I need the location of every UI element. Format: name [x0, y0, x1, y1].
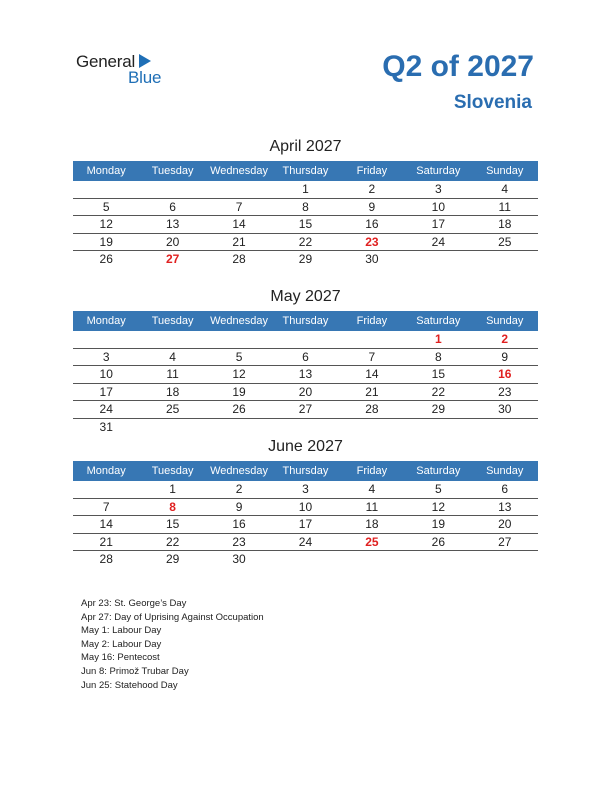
day-cell: [472, 251, 538, 269]
day-cell: 26: [232, 402, 246, 416]
day-cell: 19: [99, 234, 113, 249]
day-cell: 25: [498, 234, 512, 249]
day-cell: 29: [165, 552, 180, 566]
day-cell: 3: [434, 182, 442, 196]
day-cell: 17: [298, 517, 313, 531]
day-cell: 30: [232, 552, 246, 566]
week-row: [73, 534, 538, 552]
day-cell: 22: [165, 534, 180, 549]
day-cell: 31: [99, 419, 113, 434]
day-cell: [73, 331, 139, 348]
day-cell: 14: [99, 517, 113, 531]
day-cell: 29: [298, 252, 313, 266]
day-cell: [405, 251, 471, 269]
day-cell: 19: [232, 384, 246, 399]
day-cell: [405, 419, 471, 437]
day-cell: 6: [501, 482, 509, 496]
holiday-note: Jun 25: Statehood Day: [81, 679, 178, 691]
week-row: [73, 419, 538, 437]
day-cell: 23: [365, 234, 379, 249]
holiday-note: May 1: Labour Day: [81, 625, 162, 637]
month-may: [73, 286, 538, 436]
month-title: April 2027: [269, 138, 342, 155]
week-row: [73, 481, 538, 499]
day-cell: 9: [235, 499, 243, 514]
weekday-label: Sunday: [486, 165, 524, 177]
day-cell: 7: [235, 199, 243, 214]
day-cell: [272, 419, 338, 437]
day-cell: 28: [99, 552, 113, 566]
day-cell: [73, 181, 139, 198]
day-cell: 11: [166, 367, 179, 381]
day-cell: 13: [498, 499, 512, 514]
day-cell: [472, 419, 538, 437]
day-cell: 18: [365, 517, 379, 531]
day-cell: 5: [434, 482, 442, 496]
week-row: [73, 216, 538, 234]
weekday-label: Friday: [356, 315, 388, 327]
day-cell: 3: [302, 482, 309, 496]
day-cell: 30: [365, 252, 379, 266]
week-row: [73, 366, 538, 384]
day-cell: 27: [298, 402, 313, 416]
weekday-label: Saturday: [416, 315, 461, 327]
weekday-label: Tuesday: [151, 165, 194, 177]
day-cell: 15: [431, 367, 445, 381]
day-cell: 9: [368, 199, 376, 214]
week-row: [73, 551, 538, 569]
day-cell: 23: [498, 384, 512, 399]
day-cell: 15: [165, 517, 180, 531]
day-cell: 1: [302, 182, 309, 196]
day-cell: 2: [501, 332, 509, 346]
day-cell: 4: [501, 182, 509, 196]
week-row: [73, 401, 538, 419]
country-name: Slovenia: [453, 92, 532, 113]
day-cell: 17: [99, 384, 113, 399]
day-cell: 18: [498, 217, 512, 231]
day-cell: 16: [498, 367, 512, 381]
logo-general-text: General: [76, 52, 136, 71]
month-title: June 2027: [268, 438, 343, 455]
day-cell: 10: [99, 367, 113, 381]
day-cell: 8: [434, 349, 442, 364]
day-cell: 5: [235, 349, 243, 364]
day-cell: 7: [368, 349, 376, 364]
day-cell: 2: [368, 182, 376, 196]
holiday-note: Jun 8: Primož Trubar Day: [81, 665, 189, 677]
day-cell: [272, 331, 338, 348]
day-cell: 21: [99, 534, 113, 549]
day-cell: 12: [232, 367, 246, 381]
day-cell: 12: [431, 499, 445, 514]
page-title: Q2 of 2027: [382, 50, 534, 83]
day-cell: 27: [498, 534, 512, 549]
day-cell: [206, 419, 272, 437]
weekday-label: Wednesday: [210, 465, 268, 477]
day-cell: 26: [99, 252, 113, 266]
day-cell: [206, 331, 272, 348]
day-cell: 4: [368, 482, 376, 496]
weekday-label: Sunday: [486, 315, 524, 327]
weekday-label: Tuesday: [151, 315, 194, 327]
week-row: [73, 516, 538, 534]
day-cell: 21: [232, 234, 246, 249]
day-cell: 13: [165, 217, 180, 231]
day-cell: 11: [365, 499, 379, 514]
day-cell: 8: [302, 199, 309, 214]
day-cell: [73, 481, 139, 498]
week-row: [73, 499, 538, 517]
weekday-label: Wednesday: [210, 315, 268, 327]
day-cell: 28: [365, 402, 379, 416]
week-row: [73, 251, 538, 269]
weekday-label: Sunday: [486, 465, 524, 477]
day-cell: [472, 551, 538, 569]
weekday-label: Saturday: [416, 465, 461, 477]
weekday-header: [73, 461, 538, 481]
weekday-label: Thursday: [282, 465, 329, 477]
weekday-label: Monday: [86, 465, 126, 477]
day-cell: [405, 551, 471, 569]
day-cell: 21: [365, 384, 379, 399]
weekday-header: [73, 311, 538, 331]
day-cell: 2: [235, 482, 243, 496]
day-cell: 26: [431, 534, 445, 549]
day-cell: 6: [302, 349, 309, 364]
day-cell: [139, 419, 205, 437]
week-row: [73, 181, 538, 199]
day-cell: 16: [365, 217, 379, 231]
day-cell: 22: [431, 384, 445, 399]
day-cell: 8: [169, 499, 176, 514]
day-cell: 1: [169, 482, 176, 496]
day-cell: 14: [232, 217, 246, 231]
week-row: [73, 199, 538, 217]
day-cell: 24: [298, 534, 313, 549]
day-cell: 29: [431, 402, 445, 416]
day-cell: 14: [365, 367, 379, 381]
day-cell: 11: [498, 199, 511, 214]
week-row: [73, 384, 538, 402]
weekday-label: Thursday: [282, 165, 329, 177]
day-cell: 16: [232, 517, 246, 531]
day-cell: 6: [169, 199, 176, 214]
holiday-note: May 16: Pentecost: [81, 652, 160, 664]
day-cell: 9: [501, 349, 509, 364]
day-cell: [272, 551, 338, 569]
day-cell: 22: [298, 234, 313, 249]
day-cell: 1: [434, 332, 442, 346]
logo-flag-icon: [139, 54, 151, 68]
day-cell: 3: [102, 349, 110, 364]
day-cell: 19: [431, 517, 445, 531]
day-cell: [339, 419, 405, 437]
month-april: [73, 136, 538, 269]
day-cell: 23: [232, 534, 246, 549]
day-cell: [206, 181, 272, 198]
weekday-header: [73, 161, 538, 181]
holiday-note: Apr 27: Day of Uprising Against Occupation: [81, 611, 264, 623]
day-cell: 15: [298, 217, 313, 231]
day-cell: [339, 331, 405, 348]
day-cell: 30: [498, 402, 512, 416]
day-cell: 5: [102, 199, 110, 214]
day-cell: 25: [365, 534, 379, 549]
weekday-label: Thursday: [282, 315, 329, 327]
holiday-note: May 2: Labour Day: [81, 638, 162, 650]
week-row: [73, 349, 538, 367]
week-row: [73, 331, 538, 349]
day-cell: 4: [169, 349, 176, 364]
day-cell: 28: [232, 252, 246, 266]
weekday-label: Monday: [86, 165, 126, 177]
weekday-label: Monday: [86, 315, 126, 327]
day-cell: 25: [165, 402, 180, 416]
day-cell: [139, 181, 205, 198]
day-cell: 20: [165, 234, 180, 249]
day-cell: 20: [298, 384, 313, 399]
holiday-notes: [81, 597, 264, 692]
day-cell: 10: [431, 199, 445, 214]
day-cell: 18: [165, 384, 180, 399]
weekday-label: Saturday: [416, 165, 461, 177]
day-cell: 20: [498, 517, 512, 531]
weekday-label: Tuesday: [151, 465, 194, 477]
logo-blue-text: Blue: [128, 68, 162, 87]
month-june: [73, 436, 538, 569]
day-cell: 12: [99, 217, 113, 231]
day-cell: [139, 331, 205, 348]
day-cell: 10: [298, 499, 313, 514]
day-cell: 13: [298, 367, 313, 381]
week-row: [73, 234, 538, 252]
day-cell: 27: [165, 252, 180, 266]
day-cell: 24: [99, 402, 113, 416]
logo: [76, 52, 176, 88]
day-cell: 24: [431, 234, 445, 249]
weekday-label: Wednesday: [210, 165, 268, 177]
day-cell: [339, 551, 405, 569]
weekday-label: Friday: [356, 465, 388, 477]
holiday-note: Apr 23: St. George’s Day: [81, 598, 187, 609]
weekday-label: Friday: [356, 165, 388, 177]
day-cell: 7: [102, 499, 110, 514]
month-title: May 2027: [270, 288, 341, 305]
day-cell: 17: [431, 217, 445, 231]
